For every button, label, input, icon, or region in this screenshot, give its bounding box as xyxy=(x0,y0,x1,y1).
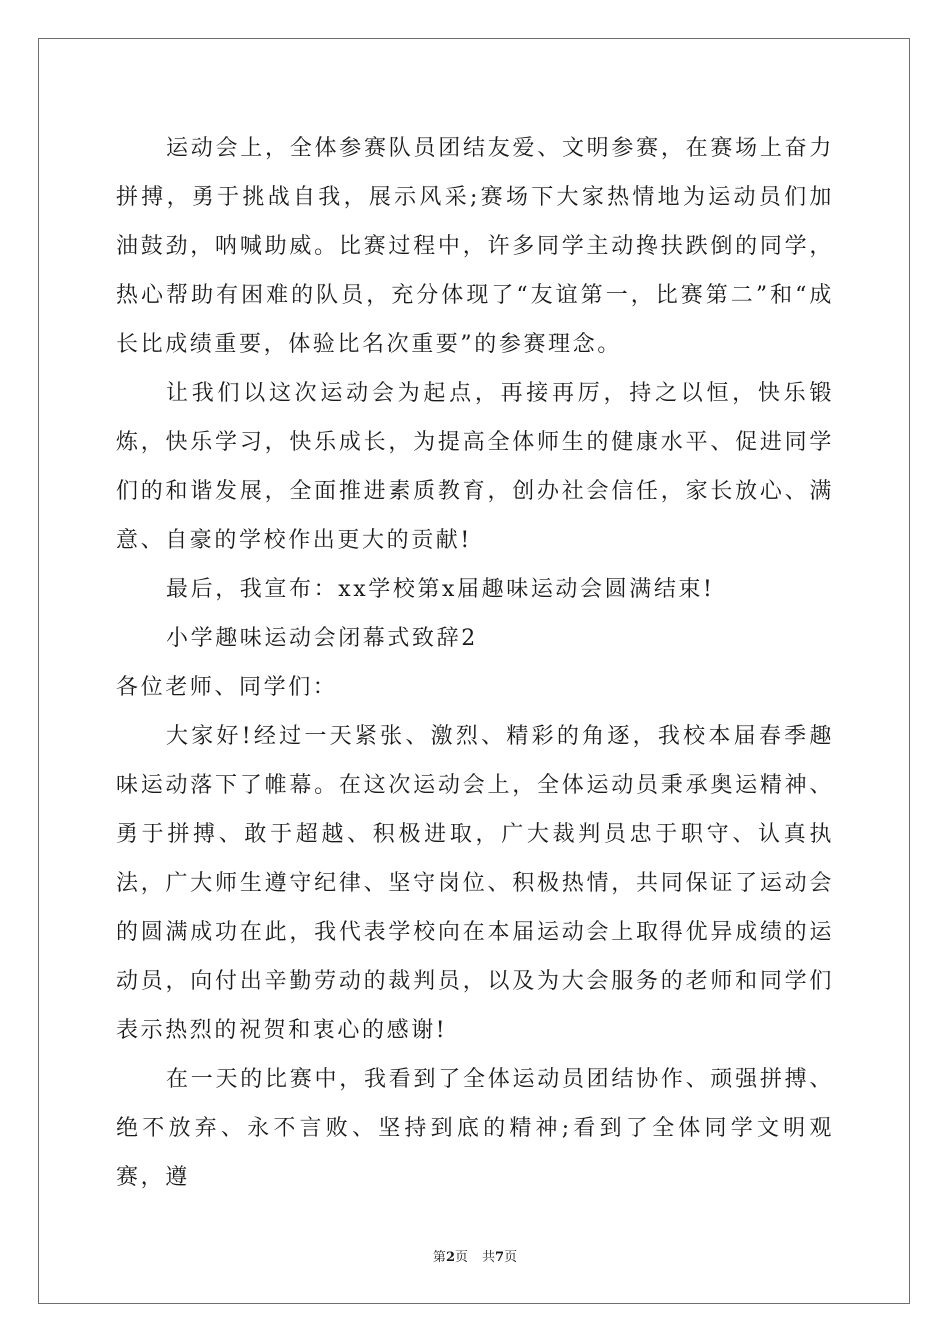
paragraph-call-to-action: 让我们以这次运动会为起点，再接再厉，持之以恒，快乐锻炼，快乐学习，快乐成长，为提高全体师生的健康水平、促进同学们的和谐发展，全面推进素质教育，创办社会信任，家长放心、满意、自豪的学校作出更大的贡献! xyxy=(116,381,834,553)
paragraph-greeting: 大家好!经过一天紧张、激烈、精彩的角逐，我校本届春季趣味运动落下了帷幕。在这次运动会上，全体运动员秉承奥运精神、勇于拼搏、敢于超越、积极进取，广大裁判员忠于职守、认真执法，广大师生遵守纪律、坚守岗位、积极热情，共同保证了运动会的圆满成功在此，我代表学校向在本届运动会上取得优异成绩的运动员，向付出辛勤劳动的裁判员，以及为大会服务的老师和同学们表示热烈的祝贺和衷心的感谢! xyxy=(116,724,834,1043)
paragraph-observations: 在一天的比赛中，我看到了全体运动员团结协作、顽强拼搏、绝不放弃、永不言败、坚持到底的精神;看到了全体同学文明观赛，遵 xyxy=(116,1067,834,1190)
total-prefix: 共 xyxy=(482,1250,496,1265)
page-prefix: 第 xyxy=(432,1250,446,1265)
salutation: 各位老师、同学们： xyxy=(116,675,338,700)
document-body xyxy=(116,124,834,1202)
paragraph-closing-announcement: 最后，我宣布：xx学校第x届趣味运动会圆满结束! xyxy=(166,577,715,602)
section-title: 小学趣味运动会闭幕式致辞2 xyxy=(166,626,478,651)
total-pages: 7 xyxy=(495,1250,505,1265)
page-footer xyxy=(0,1246,950,1265)
page-suffix: 页 xyxy=(454,1250,468,1265)
page-number: 2 xyxy=(445,1250,455,1265)
total-suffix: 页 xyxy=(504,1250,518,1265)
paragraph-sports-meet-spirit: 运动会上，全体参赛队员团结友爱、文明参赛，在赛场上奋力拼搏，勇于挑战自我，展示风采;赛场下大家热情地为运动员们加油鼓劲，呐喊助威。比赛过程中，许多同学主动搀扶跌倒的同学，热心帮助有困难的队员，充分体现了“友谊第一，比赛第二”和“成长比成绩重要，体验比名次重要”的参赛理念。 xyxy=(116,136,834,357)
